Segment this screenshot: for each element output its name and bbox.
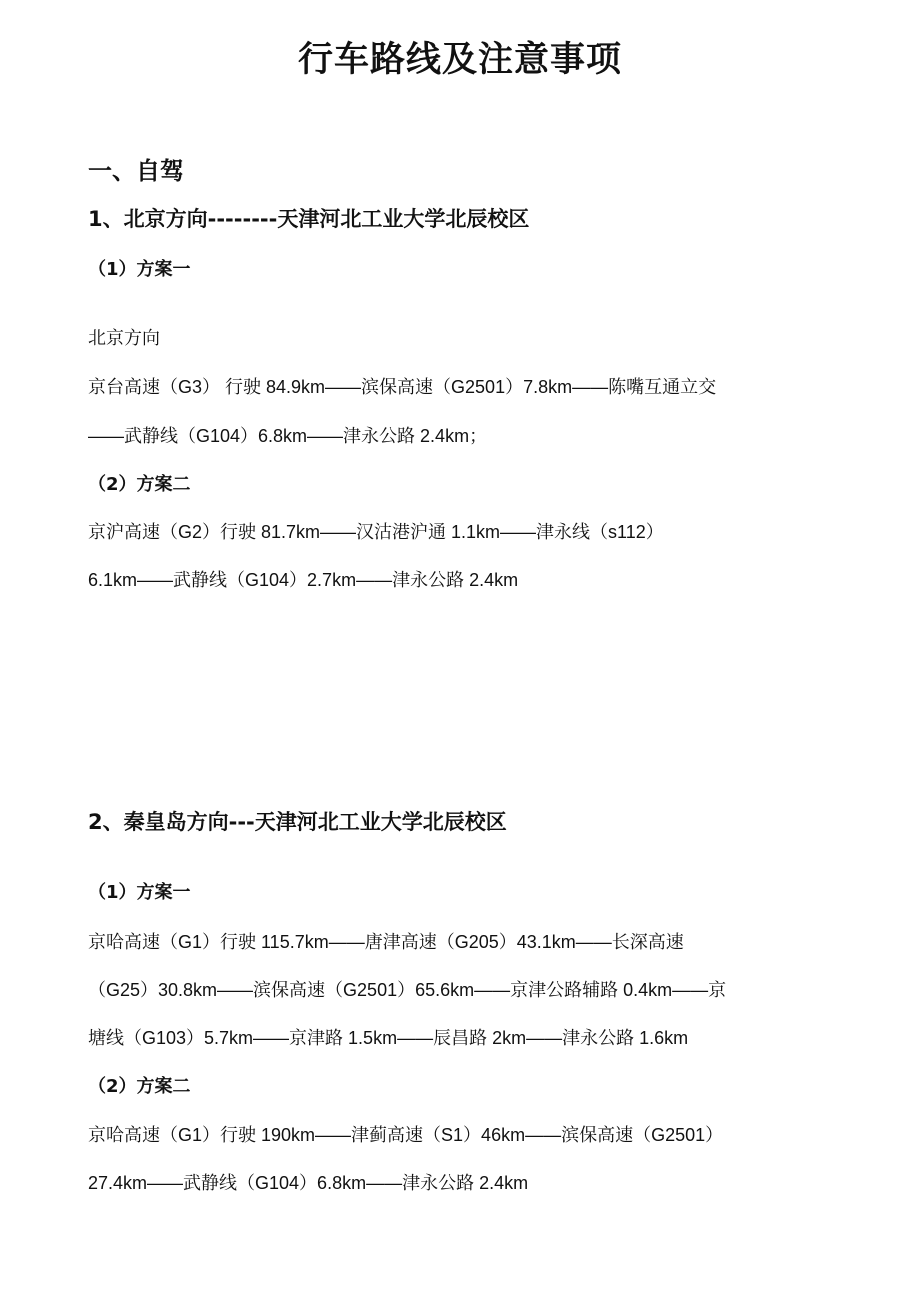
direction-intro-beijing: 北京方向 [88, 328, 160, 348]
route-line-qinhuangdao-1b: （G25）30.8km——滨保高速（G2501）65.6km——京津公路辅路 0.4km——京 [88, 980, 727, 1000]
route-line-qinhuangdao-1a: 京哈高速（G1）行驶 115.7km——唐津高速（G205）43.1km——长深高速 [88, 932, 684, 952]
route-heading-beijing: 1、北京方向--------天津河北工业大学北辰校区 [88, 207, 530, 231]
route-line-beijing-1b: ——武静线（G104）6.8km——津永公路 2.4km； [88, 426, 488, 446]
route-line-beijing-2a: 京沪高速（G2）行驶 81.7km——汉沽港沪通 1.1km——津永线（s112） [88, 522, 664, 542]
section-heading-self-drive: 一、自驾 [88, 157, 184, 185]
route-line-qinhuangdao-2b: 27.4km——武静线（G104）6.8km——津永公路 2.4km [88, 1173, 529, 1193]
document-title: 行车路线及注意事项 [297, 40, 622, 80]
plan-label-beijing-2: （2）方案二 [88, 474, 191, 495]
route-line-qinhuangdao-1c: 塘线（G103）5.7km——京津路 1.5km——辰昌路 2km——津永公路 1.6km [88, 1028, 689, 1048]
plan-label-qinhuangdao-1: （1）方案一 [88, 882, 191, 903]
route-line-beijing-2b: 6.1km——武静线（G104）2.7km——津永公路 2.4km [88, 570, 519, 590]
plan-label-qinhuangdao-2: （2）方案二 [88, 1076, 191, 1097]
plan-label-beijing-1: （1）方案一 [88, 259, 191, 280]
route-line-qinhuangdao-2a: 京哈高速（G1）行驶 190km——津蓟高速（S1）46km——滨保高速（G2501） [88, 1125, 724, 1145]
route-heading-qinhuangdao: 2、秦皇岛方向---天津河北工业大学北辰校区 [88, 810, 507, 834]
route-line-beijing-1a: 京台高速（G3） 行驶 84.9km——滨保高速（G2501）7.8km——陈嘴互通立交 [88, 377, 717, 397]
